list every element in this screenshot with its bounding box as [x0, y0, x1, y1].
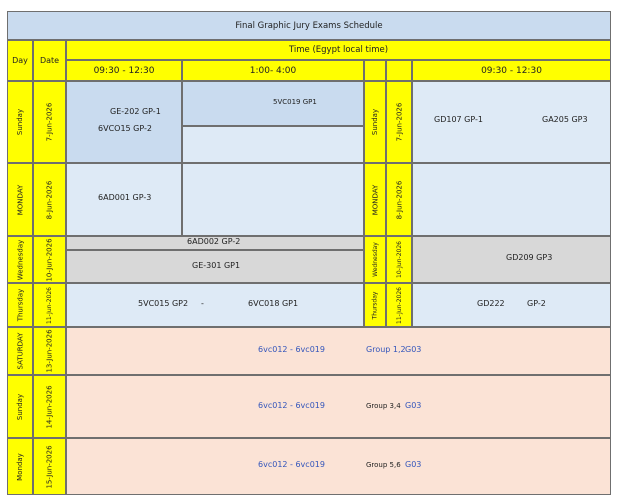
- row-4-date: [33, 283, 66, 327]
- row-4-day: [7, 283, 33, 327]
- schedule-title-text: Final Graphic Jury Exams Schedule: [235, 20, 383, 31]
- time-zone-header: [66, 40, 611, 60]
- row-1-slot-1-line-1: GE-202 GP-1: [110, 107, 161, 116]
- date-header-text: Date: [39, 56, 60, 65]
- time-zone-header-text: Time (Egypt local time): [288, 45, 389, 55]
- row-4-day-text: Thursday: [16, 288, 24, 322]
- row-1-slot-2-text: 5VC019 GP1: [273, 98, 317, 106]
- row-4-day-right: [364, 283, 386, 327]
- row-4-date-text: 11-Jun-2026: [46, 286, 54, 324]
- row-5-merged: [66, 327, 611, 375]
- row-3-date-text: 10-Jun-2026: [45, 237, 54, 282]
- row-6-date-text: 14-Jun-2026: [45, 384, 54, 429]
- row-1-day-right-text: Sunday: [371, 108, 380, 136]
- row-4-date-right-text: 11-Jun-2026: [395, 286, 403, 324]
- row-1-day-right: [364, 81, 386, 163]
- row-7-day: [7, 438, 33, 495]
- row-2-date-right-text: 8-Jun-2026: [395, 180, 403, 219]
- row-4-day-right-text: Thursday: [371, 291, 379, 319]
- row-1-date-text: 7-Jun-2026: [45, 102, 54, 142]
- date-header: [33, 40, 66, 81]
- schedule-title: [7, 11, 611, 40]
- row-5-date: [33, 327, 66, 375]
- row-4-merged-a: 5VC015 GP2: [138, 299, 189, 308]
- row-7-courses: 6vc012 - 6vc019: [258, 460, 325, 469]
- row-2-date-text: 8-Jun-2026: [45, 180, 54, 219]
- slot-3-header: [412, 60, 611, 81]
- row-2-slot-3: [412, 163, 611, 236]
- row-5-date-text: 13-Jun-2026: [45, 329, 54, 373]
- row-1-day: [7, 81, 33, 163]
- row-3-day-text: Wednesday: [16, 239, 24, 280]
- row-7-group: Group 5,6: [366, 461, 401, 469]
- row-6-merged: [66, 375, 611, 438]
- row-2-day-text: MONDAY: [16, 184, 25, 215]
- row-3-day-right: [364, 236, 386, 283]
- row-3-day: [7, 236, 33, 283]
- row-5-room: G03: [405, 345, 422, 354]
- row-1-date: [33, 81, 66, 163]
- slot-3-header-text: 09:30 - 12:30: [481, 65, 542, 76]
- row-3-date-right: [386, 236, 412, 283]
- row-1-slot-3-b: GA205 GP3: [542, 115, 588, 124]
- row-2-date-right: [386, 163, 412, 236]
- slot-day-header-right: [364, 60, 386, 81]
- row-7-day-text: Monday: [16, 452, 25, 481]
- row-4-slot-3-b: GP-2: [527, 299, 546, 308]
- row-1-day-text: Sunday: [16, 108, 25, 136]
- row-6-date: [33, 375, 66, 438]
- row-2-slot-1-text: 6AD001 GP-3: [98, 193, 152, 202]
- row-6-room: G03: [405, 401, 422, 410]
- row-1-slot-3-a: GD107 GP-1: [434, 115, 483, 124]
- row-1-slot-1-line-2: 6VCO15 GP-2: [98, 124, 152, 133]
- row-6-group: Group 3,4: [366, 402, 401, 410]
- row-3-merged-bottom-text: GE-301 GP1: [192, 261, 241, 270]
- row-6-courses: 6vc012 - 6vc019: [258, 401, 325, 410]
- row-4-slot-3: [412, 283, 611, 327]
- row-1-slot-1: [66, 81, 182, 163]
- row-4-slot-3-a: GD222: [477, 299, 505, 308]
- slot-1-header-text: 09:30 - 12:30: [93, 65, 155, 76]
- row-2-day: [7, 163, 33, 236]
- slot-2-header: [182, 60, 364, 81]
- row-6-day: [7, 375, 33, 438]
- row-7-date: [33, 438, 66, 495]
- row-1-date-right-text: 7-Jun-2026: [395, 102, 403, 142]
- row-4-date-right: [386, 283, 412, 327]
- row-2-day-right-text: MONDAY: [371, 184, 380, 215]
- slot-date-header-right: [386, 60, 412, 81]
- row-2-date: [33, 163, 66, 236]
- row-3-day-right-text: Wednesday: [371, 242, 379, 277]
- row-1-slot-2-bottom: [182, 126, 364, 163]
- row-5-day-text: SATURDAY: [16, 332, 24, 370]
- row-4-merged-sep: -: [201, 299, 204, 308]
- row-7-date-text: 15-Jun-2026: [45, 444, 54, 489]
- row-5-day: [7, 327, 33, 375]
- slot-2-header-text: 1:00- 4:00: [249, 65, 297, 76]
- row-3-date: [33, 236, 66, 283]
- row-6-day-text: Sunday: [16, 393, 25, 420]
- row-3-date-right-text: 10-Jun-2026: [395, 241, 403, 278]
- row-4-merged: [66, 283, 364, 327]
- row-3-merged-top-text: 6AD002 GP-2: [187, 237, 241, 246]
- day-header-text: Day: [12, 56, 28, 65]
- row-2-day-right: [364, 163, 386, 236]
- row-2-slot-2: [182, 163, 364, 236]
- row-5-courses: 6vc012 - 6vc019: [258, 345, 325, 354]
- row-1-date-right: [386, 81, 412, 163]
- slot-1-header: [66, 60, 182, 81]
- row-4-merged-b: 6VC018 GP1: [248, 299, 299, 308]
- row-7-room: G03: [405, 460, 422, 469]
- row-7-merged: [66, 438, 611, 495]
- row-3-slot-3-text: GD209 GP3: [506, 253, 553, 262]
- day-header: [7, 40, 33, 81]
- row-5-group: Group 1,2: [366, 345, 406, 354]
